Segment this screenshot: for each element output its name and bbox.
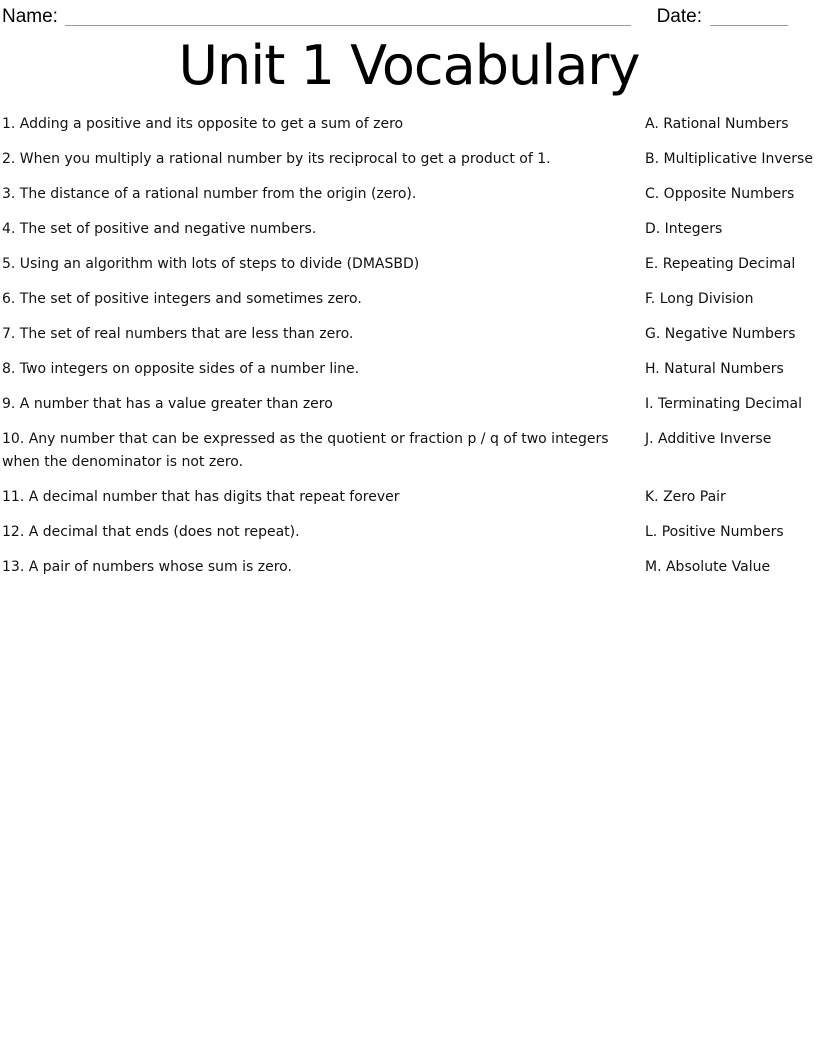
definition-item: 11. A decimal number that has digits that repeat forever: [2, 489, 400, 505]
page-title: Unit 1 Vocabulary: [178, 34, 640, 97]
definition-item: 3. The distance of a rational number from the origin (zero).: [2, 186, 417, 202]
match-row: [2, 183, 816, 206]
definition-item: 2. When you multiply a rational number by its reciprocal to get a product of 1.: [2, 151, 551, 167]
answer-option: I. Terminating Decimal: [645, 396, 802, 412]
definition-item: 7. The set of real numbers that are less than zero.: [2, 326, 354, 342]
answer-option: L. Positive Numbers: [645, 524, 784, 540]
definition-item: 12. A decimal that ends (does not repeat).: [2, 524, 300, 540]
match-row: [2, 148, 816, 171]
answer-option: C. Opposite Numbers: [645, 186, 795, 202]
definition-item: 9. A number that has a value greater than zero: [2, 396, 333, 412]
date-blank-line: [710, 6, 788, 26]
definition-item: 8. Two integers on opposite sides of a number line.: [2, 361, 360, 377]
match-row: [2, 393, 816, 416]
answer-option: E. Repeating Decimal: [645, 256, 796, 272]
definition-item: 4. The set of positive and negative numbers.: [2, 221, 317, 237]
matching-list: [2, 113, 816, 579]
match-row: [2, 428, 816, 474]
definition-item: 1. Adding a positive and its opposite to get a sum of zero: [2, 116, 404, 132]
match-row: [2, 556, 816, 579]
match-row: [2, 358, 816, 381]
answer-option: M. Absolute Value: [645, 559, 771, 575]
match-row: [2, 253, 816, 276]
answer-option: H. Natural Numbers: [645, 361, 784, 377]
match-row: [2, 288, 816, 311]
answer-option: B. Multiplicative Inverse: [645, 151, 813, 167]
match-row: [2, 113, 816, 136]
answer-option: A. Rational Numbers: [645, 116, 789, 132]
match-row: [2, 218, 816, 241]
answer-option: F. Long Division: [645, 291, 754, 307]
match-row: [2, 521, 816, 544]
answer-option: K. Zero Pair: [645, 489, 726, 505]
definition-item: 5. Using an algorithm with lots of steps to divide (DMASBD): [2, 256, 420, 272]
definition-item: 10. Any number that can be expressed as the quotient or fraction p / q of two integers when the denominator is not zero.: [2, 431, 609, 470]
answer-option: J. Additive Inverse: [645, 431, 772, 447]
answer-option: G. Negative Numbers: [645, 326, 796, 342]
name-blank-line: [65, 6, 631, 26]
definition-item: 13. A pair of numbers whose sum is zero.: [2, 559, 292, 575]
name-label: Name:: [2, 6, 58, 27]
match-row: [2, 323, 816, 346]
worksheet-header: [2, 3, 816, 28]
date-label: Date:: [656, 6, 702, 27]
answer-option: D. Integers: [645, 221, 723, 237]
definition-item: 6. The set of positive integers and sometimes zero.: [2, 291, 362, 307]
match-row: [2, 486, 816, 509]
